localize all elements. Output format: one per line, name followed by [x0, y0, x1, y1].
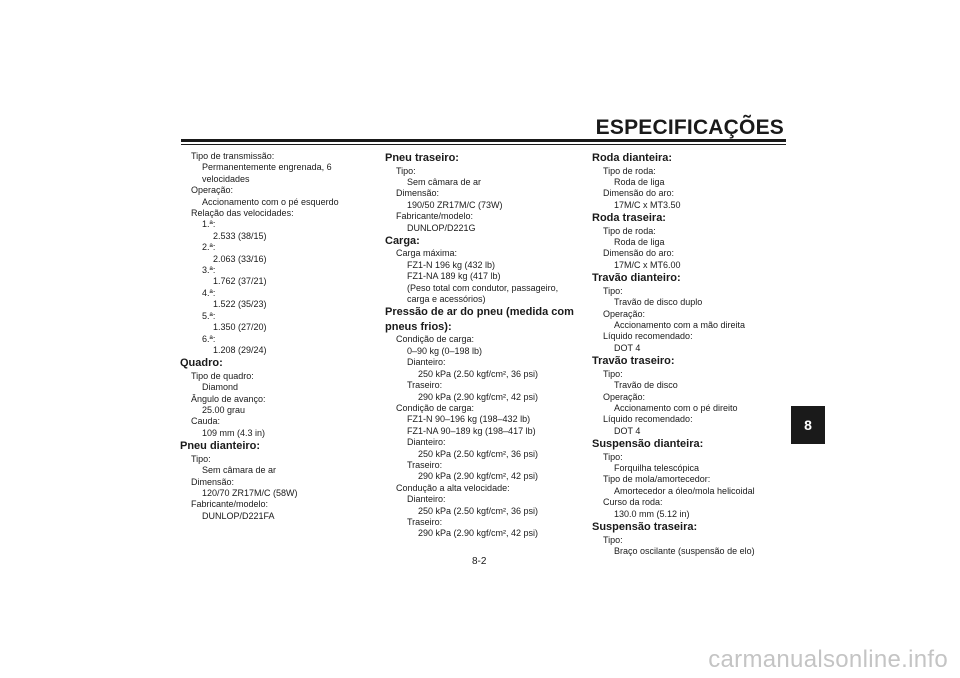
spec-column-2 — [385, 151, 585, 540]
header-rule-thin — [181, 144, 786, 145]
spec-value: 4.ª: — [202, 287, 216, 298]
spec-label: Operação: — [603, 308, 646, 319]
section-heading: Travão traseiro: — [592, 355, 675, 368]
spec-value: DUNLOP/D221G — [407, 222, 476, 233]
spec-value: 17M/C x MT3.50 — [614, 199, 681, 210]
page-title: ESPECIFICAÇÕES — [595, 116, 784, 139]
spec-label: Tipo: — [603, 451, 623, 462]
spec-value: FZ1-NA 189 kg (417 lb) — [407, 271, 501, 282]
section-heading: Roda traseira: — [592, 212, 666, 225]
spec-label: Dimensão do aro: — [603, 248, 675, 259]
section-heading: Suspensão traseira: — [592, 521, 698, 534]
spec-column-3 — [592, 151, 792, 557]
spec-value: FZ1-N 196 kg (432 lb) — [407, 259, 496, 270]
section-heading: Roda dianteira: — [592, 152, 673, 164]
spec-value: Forquilha telescópica — [614, 463, 700, 474]
spec-value: Traseiro: — [407, 380, 443, 391]
chapter-tab — [791, 406, 825, 444]
spec-value: DOT 4 — [614, 342, 641, 353]
spec-value: Travão de disco duplo — [614, 297, 703, 308]
spec-label: Operação: — [191, 185, 234, 196]
spec-value: Amortecedor a óleo/mola helicoidal — [614, 485, 755, 496]
spec-value: 290 kPa (2.90 kgf/cm², 42 psi) — [418, 391, 539, 402]
spec-value: 25.00 grau — [202, 405, 246, 416]
spec-label: Tipo: — [396, 165, 416, 176]
spec-value: DOT 4 — [614, 425, 641, 436]
spec-value: 1.350 (27/20) — [213, 322, 267, 333]
spec-value: Roda de liga — [614, 176, 665, 187]
spec-label: Tipo: — [603, 285, 623, 296]
spec-label: Tipo de roda: — [603, 165, 656, 176]
spec-label: Dimensão: — [396, 188, 440, 199]
spec-label: Fabricante/modelo: — [396, 211, 474, 222]
spec-value: Dianteiro: — [407, 437, 446, 448]
spec-value: Accionamento com a mão direita — [614, 319, 746, 330]
spec-value: Sem câmara de ar — [407, 176, 482, 187]
spec-value: FZ1-NA 90–189 kg (198–417 lb) — [407, 425, 536, 436]
spec-label: Dimensão do aro: — [603, 188, 675, 199]
spec-label: Tipo de roda: — [603, 225, 656, 236]
spec-value: Roda de liga — [614, 237, 665, 248]
spec-value: 6.ª: — [202, 333, 216, 344]
spec-value: 3.ª: — [202, 265, 216, 276]
spec-value: Diamond — [202, 382, 239, 393]
spec-value: 2.533 (38/15) — [213, 230, 267, 241]
spec-value: 190/50 ZR17M/C (73W) — [407, 199, 503, 210]
spec-label: Condição de carga: — [396, 334, 475, 345]
spec-label: Fabricante/modelo: — [191, 499, 269, 510]
spec-value: (Peso total com condutor, passageiro, — [407, 282, 559, 293]
spec-label: Carga máxima: — [396, 248, 458, 259]
spec-value: 2.ª: — [202, 242, 216, 253]
header-rule-thick — [181, 139, 786, 142]
spec-value: Dianteiro: — [407, 494, 446, 505]
section-heading: Carga: — [385, 234, 420, 247]
spec-value: Travão de disco — [614, 380, 678, 391]
spec-label: Tipo: — [603, 368, 623, 379]
section-heading: Pneu traseiro: — [385, 152, 459, 164]
spec-label: Tipo: — [191, 453, 211, 464]
spec-value: Traseiro: — [407, 459, 443, 470]
spec-value: velocidades — [202, 173, 250, 184]
section-heading: Pneu dianteiro: — [180, 440, 261, 453]
spec-column-1 — [180, 151, 380, 522]
spec-value: 290 kPa (2.90 kgf/cm², 42 psi) — [418, 471, 539, 482]
spec-label: Cauda: — [191, 416, 221, 427]
section-heading: Travão dianteiro: — [592, 272, 681, 285]
spec-label: Condução a alta velocidade: — [396, 482, 510, 493]
section-heading: Quadro: — [180, 357, 223, 370]
spec-value: 250 kPa (2.50 kgf/cm², 36 psi) — [418, 368, 539, 379]
spec-label: Tipo de transmissão: — [191, 151, 275, 161]
spec-value: 1.208 (29/24) — [213, 344, 267, 355]
spec-label: Condição de carga: — [396, 402, 475, 413]
spec-label: Ângulo de avanço: — [191, 393, 266, 404]
spec-value: 0–90 kg (0–198 lb) — [407, 345, 483, 356]
spec-label: Tipo de mola/amortecedor: — [603, 474, 711, 485]
spec-value: Dianteiro: — [407, 357, 446, 368]
spec-value: 1.762 (37/21) — [213, 276, 267, 287]
section-heading: Pressão de ar do pneu (medida com pneus frios): — [385, 306, 574, 333]
spec-value: Traseiro: — [407, 516, 443, 527]
spec-label: Tipo de quadro: — [191, 370, 254, 381]
watermark: carmanualsonline.info — [708, 646, 948, 673]
spec-value: 1.ª: — [202, 219, 216, 230]
spec-value: FZ1-N 90–196 kg (198–432 lb) — [407, 414, 531, 425]
spec-label: Líquido recomendado: — [603, 331, 693, 342]
spec-value: DUNLOP/D221FA — [202, 510, 275, 521]
spec-value: 120/70 ZR17M/C (58W) — [202, 487, 298, 498]
spec-value: Accionamento com o pé direito — [614, 402, 738, 413]
spec-value: Permanentemente engrenada, 6 — [202, 162, 332, 173]
page-number: 8-2 — [472, 556, 487, 567]
spec-value: 2.063 (33/16) — [213, 253, 267, 264]
spec-label: Relação das velocidades: — [191, 208, 294, 219]
spec-value: carga e acessórios) — [407, 294, 486, 305]
spec-label: Dimensão: — [191, 476, 235, 487]
spec-label: Curso da roda: — [603, 497, 663, 508]
spec-label: Líquido recomendado: — [603, 414, 693, 425]
spec-value: 5.ª: — [202, 310, 216, 321]
spec-value: 130.0 mm (5.12 in) — [614, 508, 690, 519]
spec-label: Tipo: — [603, 534, 623, 545]
spec-value: 250 kPa (2.50 kgf/cm², 36 psi) — [418, 448, 539, 459]
spec-value: Sem câmara de ar — [202, 465, 277, 476]
chapter-tab-label: 8 — [804, 417, 812, 433]
section-heading: Suspensão dianteira: — [592, 438, 704, 451]
spec-label: Operação: — [603, 391, 646, 402]
spec-value: 17M/C x MT6.00 — [614, 259, 681, 270]
spec-value: 250 kPa (2.50 kgf/cm², 36 psi) — [418, 505, 539, 516]
spec-value: Accionamento com o pé esquerdo — [202, 196, 339, 207]
spec-value: Braço oscilante (suspensão de elo) — [614, 545, 755, 556]
spec-value: 290 kPa (2.90 kgf/cm², 42 psi) — [418, 528, 539, 539]
spec-value: 109 mm (4.3 in) — [202, 427, 266, 438]
spec-value: 1.522 (35/23) — [213, 299, 267, 310]
